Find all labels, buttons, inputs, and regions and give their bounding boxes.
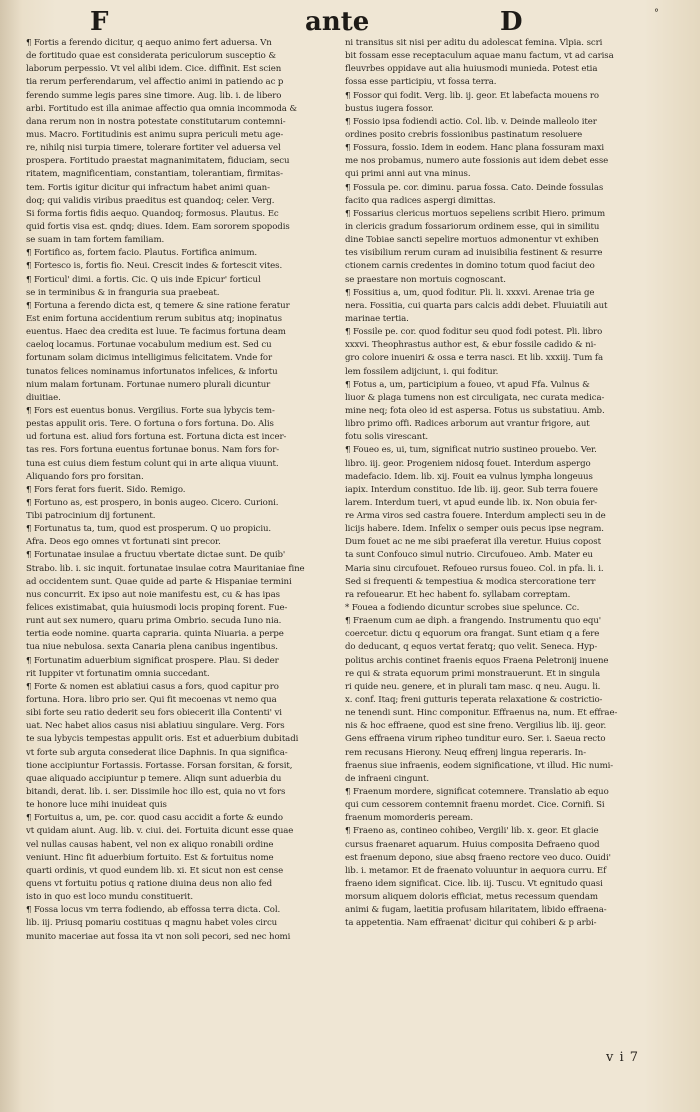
text-line: bitandi, derat. lib. i. ser. Dissimile hoc illo est, quia no vt fors [26,787,286,798]
text-line: re qui & strata equorum primi monstrauerunt. Et in singula [345,668,600,679]
text-line: ¶ Fortifico as, fortem facio. Plautus. Fortifica animum. [26,248,258,259]
running-head-title: ante [305,7,370,37]
text-line: te honore luce mihi inuideat quis [26,800,167,811]
right-column [345,37,658,931]
text-line: nium malam fortunam. Fortunae numero plurali dicuntur [26,379,271,390]
text-line: ctionem carnis credentes in domino totum quod faciut deo [345,261,595,272]
text-line: xxxvi. Theophrastus author est, & ebur fossile cadido & ni- [345,340,597,351]
text-line: munito maceriae aut fossa ita vt non soli pecori, sed nec homi [26,931,291,942]
text-line: ¶ Fraenum mordere, significat cotemnere. Translatio ab equo [345,787,609,798]
text-line: ¶ Fortunatim aduerbium significat prospere. Plau. Si deder [26,655,279,666]
text-line: do deducant, q equos vertat feratq; quo velit. Seneca. Hyp- [345,642,598,653]
text-line: ta sunt Confouco simul nutrio. Circufoueo. Amb. Mater eu [345,550,593,561]
text-line: larem. Interdum tueri, vt apud eunde lib. ix. Non obuia fer- [345,497,598,508]
text-line: runt aut sex numero, quaru prima Ombrio. secuda Iuno nia. [26,616,282,627]
text-line: felices existimabat, quia huiusmodi locis propinq forent. Fue- [26,603,288,614]
text-line: de fortitudo quae est considerata periculorum susceptio & [26,51,276,62]
text-line: coercetur. dictu q equorum ora frangat. Sunt etiam q a fere [345,629,600,640]
text-line: lib. i. metamor. Et de fraenato voluuntur in aequora curru. Ef [345,865,607,876]
text-line: fraenus siue infraenis, eodem significatione, vt illud. Hic numi- [345,760,614,771]
text-line: Dum fouet ac ne me sibi praeferat illa veretur. Huius copost [345,537,601,548]
text-line: ri quide neu. genere, et in plurali tam masc. q neu. Augu. li. [345,681,601,692]
text-line: prospera. Fortitudo praestat magnanimitatem, fiduciam, secu [26,156,290,167]
text-line: ud fortuna est. aliud fors fortuna est. Fortuna dicta est incer- [26,432,287,443]
text-line: tione accipiuntur Fortassis. Fortasse. Forsan forsitan, & forsit, [26,760,293,771]
text-line: facito qua radices aspergi dimittas. [345,195,496,206]
gutter-shadow [0,0,22,1112]
text-line: Tibi patrocinium dij fortunent. [26,511,156,522]
text-line: morsum aliquem doloris efficiat, metus recessum quendam [345,892,598,903]
text-line: ¶ Fossarius clericus mortuos sepeliens scribit Hiero. primum [345,208,606,219]
text-line: diuitiae. [26,392,61,403]
text-line: fotu solis virescant. [345,432,429,443]
text-line: vel nullas causas habent, vel non ex aliquo ronabili ordine [26,839,274,850]
text-line: libro. iij. geor. Progeniem nidosq fouet. Interdum aspergo [345,458,591,469]
text-line: Maria sinu circufouet. Refoueo rursus foueo. Col. in pfa. li. i. [345,563,604,574]
text-line: te sua lybycis tempestas appulit oris. Est et aduerbium dubitadi [26,734,299,745]
text-line: dine Tobiae sancti sepelire mortuos admonentur vt exhiben [345,235,599,246]
text-line: re, nihilq nisi turpia timere, tolerare fortiter vel aduersa vel [26,143,281,154]
text-line: tia rerum perferendarum, vel affectio animi in patiendo ac p [26,77,284,88]
folio-mark: ° [654,8,659,19]
text-line: caeloq locamus. Fortunae vocabulum medium est. Sed cu [26,340,272,351]
text-line: in clericis gradum fossariorum ordinem esse, qui in similitu [345,221,600,232]
text-line: se in terminibus & in franguria sua praebeat. [26,287,220,298]
text-line: gro colore inueniri & ossa e terra nasci. Et lib. xxxiij. Tum fa [345,353,604,364]
text-line: ferendo summe legis pares sine timore. Aug. lib. i. de libero [26,90,282,101]
text-line: ¶ Fors ferat fors fuerit. Sido. Remigo. [26,484,186,495]
text-line: fraeno idem significat. Cice. lib. iij. Tuscu. Vt egnitudo quasi [345,879,603,889]
text-line: fossa esse participiu, vt fossa terra. [345,77,497,88]
text-line: ne tenendi sunt. Hinc componitur. Effraenus na, num. Et effrae- [345,708,618,719]
text-line: madefacio. Idem. lib. xij. Fouit ea vulnus lympha longeuus [345,471,593,482]
text-line: ¶ Fortunatus ta, tum, quod est prosperum. Q uo propiciu. [26,524,272,535]
text-line: Gens effraena virum ripheo tunditur euro. Ser. i. Saeua recto [345,734,606,745]
text-line: arbi. Fortitudo est illa animae affectio qua omnia incommoda & [26,103,297,114]
text-line: ¶ Fossitius a, um, quod foditur. Pli. li. xxxvi. Arenae tria ge [345,287,595,298]
text-line: ¶ Fortuno as, est prospero, in bonis augeo. Cicero. Curioni. [26,497,279,508]
text-line: tertia eode nomine. quarta capraria. quinta Niuaria. a perpe [26,629,284,640]
text-line: se suam in tam fortem familiam. [26,235,165,246]
text-line: marinae tertia. [345,313,409,324]
text-line: ¶ Fortesco is, fortis fio. Neui. Crescit indes & fortescit vites. [26,261,283,272]
text-line: Sed si frequenti & tempestiua & modica stercoratione terr [345,576,596,587]
text-line: ¶ Fortuna a ferendo dicta est, q temere & sine ratione feratur [26,300,290,311]
text-line: ¶ Fortis a ferendo dicitur, q aequo animo fert aduersa. Vn [26,38,272,48]
text-line: bit fossam esse receptaculum aquae manu factum, vt ad carisa [345,51,614,62]
text-line: fortunam solam dicimus intelligimus felicitatem. Vnde for [26,353,272,364]
text-line: Est enim fortuna accidentium rerum subitus atq; inopinatus [26,313,282,324]
text-line: politus archis continet fraenis equos Fraena Peletronij inuene [345,655,609,666]
text-line: ¶ Fossor qui fodit. Verg. lib. ij. geor. Et labefacta mouens ro [345,90,599,101]
text-line: vt forte sub arguta consederat ilice Daphnis. In qua significa- [26,747,288,758]
text-line: ¶ Fossile pe. cor. quod foditur seu quod fodi potest. Pli. libro [345,327,603,338]
text-line: libro primo offi. Radices arborum aut vrantur frigore, aut [345,419,590,430]
text-line: se praestare non mortuis cognoscant. [345,274,506,285]
text-line: Si forma fortis fidis aequo. Quandoq; formosus. Plautus. Ec [26,208,279,219]
text-line: ni transitus sit nisi per aditu du adolescat femina. Vlpia. scri [345,38,603,48]
text-line: ¶ Fraenum cum ae diph. a frangendo. Instrumentu quo equ' [345,616,602,627]
text-line: ra refouearur. Et hec habent fo. syllabam correptam. [345,589,571,600]
running-head [0,4,700,40]
text-line: rem recusans Hierony. Neuq effrenj lingua reperaris. In- [345,747,586,758]
text-line: ¶ Fortuitus a, um, pe. cor. quod casu accidit a forte & eundo [26,813,283,824]
text-line: iapix. Interdum constituo. Ide lib. iij. geor. Sub terra fouere [345,484,598,495]
text-line: veniunt. Hinc fit aduerbium fortuito. Est & fortuitus nome [26,852,274,863]
text-line: lib. iij. Priusq pomariu costituas q magnu habet voles circu [26,918,278,929]
text-line: ¶ Fraeno as, contineo cohibeo, Vergili' lib. x. geor. Et glacie [345,826,599,837]
text-line: animi & fugam, laetitia profusam hilaritatem, libido effraena- [345,905,607,916]
text-line: uat. Nec habet alios casus nisi ablatiuu singulare. Verg. Fors [26,721,285,732]
text-line: fortuna. Hora. libro prio ser. Qui fit mecoenas vt nemo qua [26,695,277,706]
text-line: qui primi anni aut vna minus. [345,169,471,180]
text-line: sibi forte seu ratio dederit seu fors obiecerit illa Contenti' vi [26,708,282,719]
text-line: tes visibilium rerum curam ad inuisibilia festinent & resurre [345,248,603,259]
text-line: isto in quo est loco mundu constituerit. [26,892,194,903]
text-line: me nos probamus, numero aute fossionis aut idem debet esse [345,156,609,167]
text-line: ¶ Fors est euentus bonus. Vergilius. Forte sua lybycis tem- [26,405,275,416]
text-line: bustus iugera fossor. [345,103,434,114]
text-line: ¶ Fossula pe. cor. diminu. parua fossa. Cato. Deinde fossulas [345,182,604,193]
text-line: Strabo. lib. i. sic inquit. fortunatae insulae cotra Mauritaniae fine [26,563,305,574]
text-line: mine neq; fota oleo id est aspersa. Fotus us substatiuu. Amb. [345,405,605,416]
text-line: ¶ Fossura, fossio. Idem in eodem. Hanc plana fossuram maxi [345,143,605,154]
text-line: ritatem, magnificentiam, constantiam, tolerantiam, firmitas- [26,169,283,180]
text-line: ad occidentem sunt. Quae quide ad parte & Hispaniae termini [26,576,292,587]
text-line: licijs habere. Idem. Infelix o semper ouis pecus ipse negram. [345,524,604,535]
text-line: quae aliquado accipiuntur p temere. Aliqn sunt aduerbia du [26,773,282,784]
text-line: laborum perpessio. Vt vel alibi idem. Cice. diffinit. Est scien [26,64,282,75]
text-line: * Fouea a fodiendo dicuntur scrobes siue spelunce. Cc. [345,603,580,614]
text-line: quid fortis visa est. qndq; diues. Idem. Eam sororem spopodis [26,221,290,232]
text-line: ordines posito crebris fossionibus pastinatum resoluere [345,129,583,140]
text-line: tuna est cuius diem festum colunt qui in arte aliqua viuunt. [26,458,279,469]
text-line: mus. Macro. Fortitudinis est animu supra periculi metu age- [26,129,284,140]
text-line: nus concurrit. Ex ipso aut noie manifestu est, cu & has ipas [26,589,280,600]
text-line: pestas appulit oris. Tere. O fortuna o fors fortuna. Do. Alis [26,419,274,430]
text-line: fleuvrbes oppidave aut alia huiusmodi munieda. Potest etia [345,64,598,75]
text-line: dana rerum non in nostra potestate constitutarum contemni- [26,116,286,127]
text-line: quens vt fortuitu potius q ratione diuina deus non alio fed [26,879,273,889]
text-line: ¶ Forticul' dimi. a fortis. Cic. Q uis inde Epicur' forticul [26,274,261,285]
text-line: ¶ Fossio ipsa fodiendi actio. Col. lib. v. Deinde malleolo iter [345,116,597,127]
signature-mark: v i 7 [606,1050,640,1065]
text-line: ¶ Forte & nomen est ablatiui casus a fors, quod capitur pro [26,681,279,692]
text-line: Afra. Deos ego omnes vt fortunati sint precor. [26,537,221,548]
text-line: tunatos felices nominamus infortunatos infelices, & infortu [26,366,278,377]
text-line: Aliquando fors pro forsitan. [26,471,144,482]
text-line: qui cum cessorem contemnit fraenu mordet. Cice. Cornifi. Si [345,800,605,811]
text-line: ¶ Fotus a, um, participium a foueo, vt apud Ffa. Vulnus & [345,379,590,390]
text-line: rit Iuppiter vt fortunatim omnia succedant. [26,668,210,679]
text-line: ta appetentia. Nam effraenat' dicitur qui cohiberi & p arbi- [345,918,597,929]
lead-letter-right: D [500,7,523,37]
left-column [26,37,339,944]
text-line: fraenum momorderis peream. [345,813,473,824]
text-line: re Arma viros sed castra fouere. Interdum amplecti seu in de [345,511,606,522]
text-line: tua niue nebulosa. sexta Canaria plena canibus ingentibus. [26,642,278,653]
text-line: ¶ Fossa locus vm terra fodiendo, ab effossa terra dicta. Col. [26,905,281,916]
text-line: x. conf. Itaq; freni gutturis teperata relaxatione & costrictio- [345,695,603,706]
text-line: est fraenum depono, siue absq fraeno rectore veo duco. Ouidi' [345,852,611,863]
text-line: de infraeni cingunt. [345,773,429,784]
text-line: euentus. Haec dea credita est luue. Te facimus fortuna deam [26,327,286,338]
text-line: ¶ Foueo es, ui, tum, significat nutrio sustineo prouebo. Ver. [345,445,597,456]
text-line: quarti ordinis, vt quod eundem lib. xi. Et sicut non est cense [26,865,284,876]
text-line: lem fossilem adijciunt, i. qui foditur. [345,366,499,377]
text-line: ¶ Fortunatae insulae a fructuu vbertate dictae sunt. De quib' [26,550,286,561]
text-line: cursus fraenaret aquarum. Huius composita Defraeno quod [345,839,600,850]
text-line: liuor & plaga tumens non est circuligata, nec curata medica- [345,392,605,403]
text-line: tem. Fortis igitur dicitur qui infractum habet animi quan- [26,182,270,193]
text-line: nis & hoc effraene, quod est sine freno. Vergilius lib. iij. geor. [345,721,607,732]
text-line: vt quidam aiunt. Aug. lib. v. ciui. dei. Fortuita dicunt esse quae [26,826,294,837]
text-line: nera. Fossitia, cui quarta pars calcis addi debet. Fluuiatili aut [345,300,608,311]
text-line: doq; qui validis viribus praeditus est quandoq; celer. Verg. [26,195,275,206]
text-line: tas res. Fors fortuna euentus fortunae bonus. Nam fors for- [26,445,280,456]
lead-letter-left: F [90,7,109,37]
